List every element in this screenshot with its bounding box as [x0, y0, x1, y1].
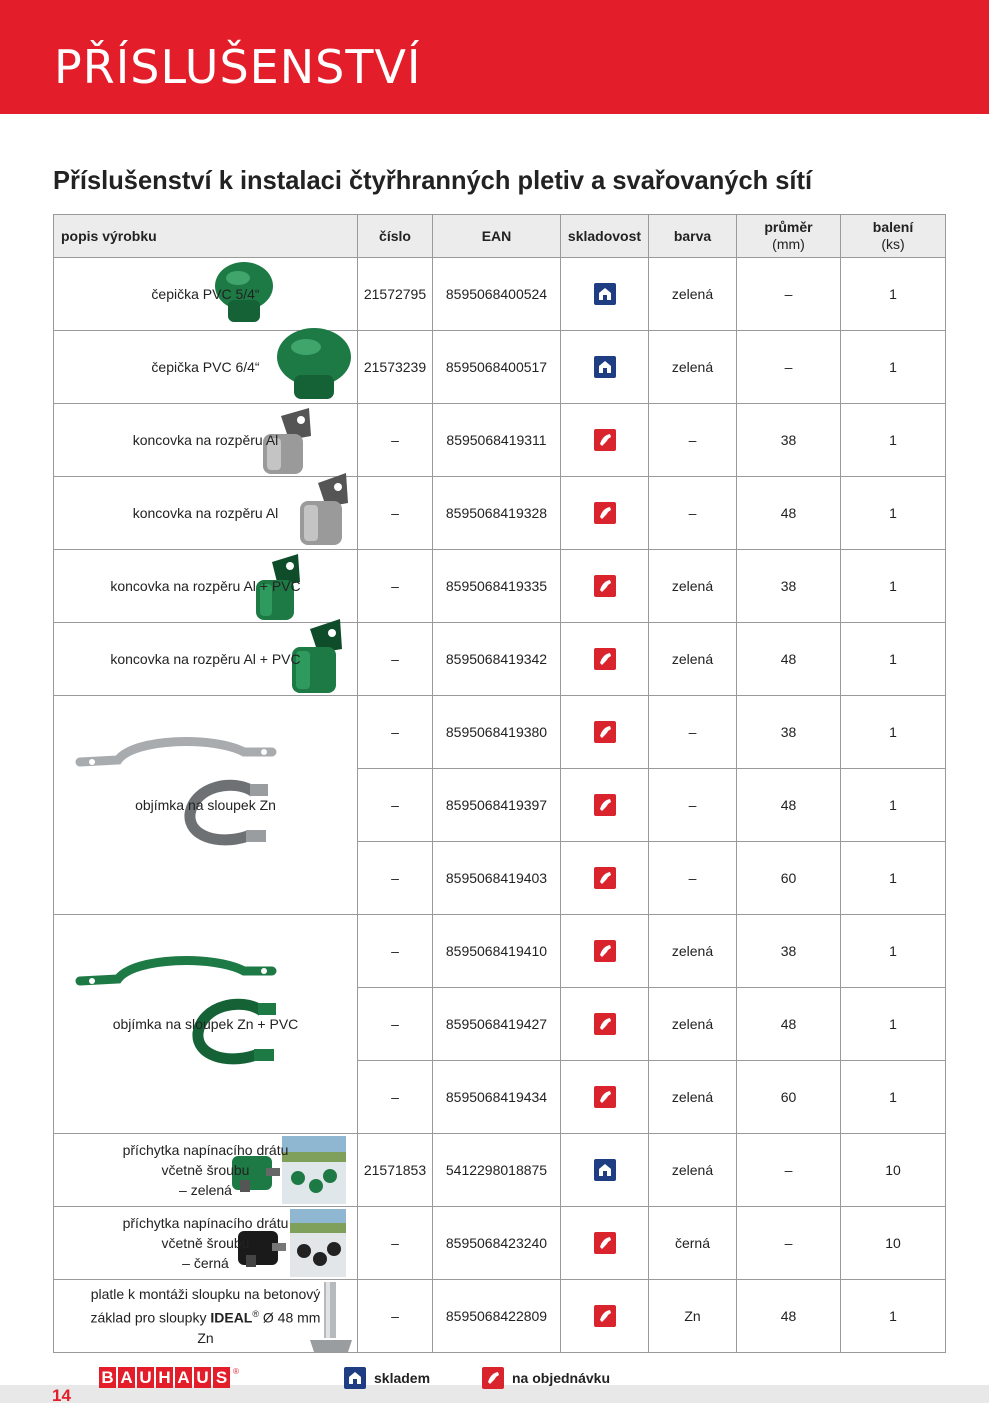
home-stock-icon [594, 356, 616, 378]
ean-code: 8595068400524 [433, 258, 561, 331]
color-value: zelená [649, 988, 737, 1061]
phone-order-icon [594, 940, 616, 962]
stock-cell [561, 1280, 649, 1353]
description-text: Ø 48 mm [259, 1309, 321, 1326]
package-value: 1 [841, 1280, 946, 1353]
diameter-value: 48 [737, 769, 841, 842]
package-value: 1 [841, 404, 946, 477]
diameter-value: – [737, 1134, 841, 1207]
table-row [54, 258, 946, 331]
product-description-line: platle k montáži sloupku na betonový [90, 1286, 321, 1303]
product-number: – [358, 1280, 433, 1353]
header-prumer-unit: (mm) [772, 236, 805, 252]
ean-code: 8595068419410 [433, 915, 561, 988]
header-popis: popis výrobku [54, 215, 358, 258]
product-cell [54, 477, 358, 550]
product-cell [54, 1134, 358, 1207]
green-clamp-strap-image [74, 951, 278, 991]
stock-cell [561, 331, 649, 404]
ean-code: 8595068422809 [433, 1280, 561, 1353]
product-number: 21571853 [358, 1134, 433, 1207]
phone-order-icon [594, 867, 616, 889]
product-number: – [358, 1207, 433, 1280]
header-baleni-label: balení [872, 219, 914, 236]
logo-letter: U [194, 1367, 211, 1388]
table-row [54, 477, 946, 550]
product-description-line: příchytka napínacího drátu [122, 1142, 289, 1158]
phone-order-icon [594, 429, 616, 451]
product-cell [54, 915, 358, 1134]
package-value: 1 [841, 915, 946, 988]
product-cell [54, 550, 358, 623]
product-description: koncovka na rozpěru Al + PVC [110, 651, 301, 667]
stock-cell [561, 769, 649, 842]
color-value: zelená [649, 550, 737, 623]
product-number: – [358, 769, 433, 842]
banner-title: PŘÍSLUŠENSTVÍ [54, 40, 422, 94]
package-value: 1 [841, 550, 946, 623]
header-prumer-label: průměr [764, 219, 813, 236]
legend-stock-label: skladem [374, 1370, 431, 1386]
package-value: 1 [841, 988, 946, 1061]
phone-order-icon [482, 1367, 504, 1389]
ean-code: 8595068400517 [433, 331, 561, 404]
logo-letter: H [156, 1367, 173, 1388]
phone-order-icon [594, 1086, 616, 1108]
diameter-value: 38 [737, 550, 841, 623]
table-row [54, 1207, 946, 1280]
table-row [54, 623, 946, 696]
color-value: – [649, 696, 737, 769]
description-text: základ pro sloupky [90, 1309, 211, 1326]
product-cell [54, 1207, 358, 1280]
product-description-line: příchytka napínacího drátu [122, 1215, 289, 1231]
stock-cell [561, 842, 649, 915]
logo-letter: A [175, 1367, 192, 1388]
phone-order-icon [594, 575, 616, 597]
product-description: koncovka na rozpěru Al [132, 432, 279, 448]
ean-code: 8595068423240 [433, 1207, 561, 1280]
legend-order [482, 1367, 610, 1389]
product-number: – [358, 1061, 433, 1134]
package-value: 10 [841, 1207, 946, 1280]
section-title: Příslušenství k instalaci čtyřhranných pletiv a svařovaných sítí [53, 165, 813, 195]
color-value: zelená [649, 623, 737, 696]
product-number: – [358, 404, 433, 477]
product-cell [54, 404, 358, 477]
product-number: – [358, 842, 433, 915]
bauhaus-logo [99, 1367, 239, 1388]
stock-cell [561, 1061, 649, 1134]
header-prumer [737, 215, 841, 258]
brand-name: IDEAL [210, 1309, 253, 1326]
stock-cell [561, 696, 649, 769]
ean-code: 5412298018875 [433, 1134, 561, 1207]
registered-mark: ® [252, 1309, 259, 1320]
phone-order-icon [594, 502, 616, 524]
home-stock-icon [344, 1367, 366, 1389]
color-value: zelená [649, 1061, 737, 1134]
header-skladovost: skladovost [561, 215, 649, 258]
color-value: – [649, 404, 737, 477]
ean-code: 8595068419427 [433, 988, 561, 1061]
home-stock-icon [594, 1159, 616, 1181]
product-number: 21573239 [358, 331, 433, 404]
product-number: 21572795 [358, 258, 433, 331]
package-value: 1 [841, 696, 946, 769]
product-description-line: – černá [182, 1255, 229, 1271]
ean-code: 8595068419342 [433, 623, 561, 696]
stock-cell [561, 1207, 649, 1280]
header-baleni-unit: (ks) [881, 236, 905, 252]
ean-code: 8595068419311 [433, 404, 561, 477]
product-table [53, 214, 946, 1353]
product-number: – [358, 988, 433, 1061]
logo-letter: U [137, 1367, 154, 1388]
product-description: objímka na sloupek Zn + PVC [112, 1016, 299, 1032]
diameter-value: – [737, 331, 841, 404]
diameter-value: 48 [737, 477, 841, 550]
color-value: zelená [649, 1134, 737, 1207]
product-description-line: – zelená [179, 1182, 232, 1198]
color-value: Zn [649, 1280, 737, 1353]
product-number: – [358, 550, 433, 623]
product-description: čepička PVC 5/4“ [151, 286, 260, 302]
stock-cell [561, 550, 649, 623]
table-row [54, 404, 946, 477]
product-cell [54, 258, 358, 331]
diameter-value: 60 [737, 842, 841, 915]
page-number: 14 [52, 1386, 71, 1405]
product-number: – [358, 623, 433, 696]
color-value: zelená [649, 258, 737, 331]
logo-letter: B [99, 1367, 116, 1388]
diameter-value: 38 [737, 696, 841, 769]
color-value: zelená [649, 331, 737, 404]
stock-cell [561, 477, 649, 550]
product-cell [54, 331, 358, 404]
header-barva: barva [649, 215, 737, 258]
product-description: koncovka na rozpěru Al [132, 505, 279, 521]
package-value: 1 [841, 623, 946, 696]
product-cell [54, 623, 358, 696]
header-ean: EAN [433, 215, 561, 258]
logo-registered-mark: ® [233, 1367, 239, 1376]
stock-cell [561, 1134, 649, 1207]
product-number: – [358, 696, 433, 769]
product-description-line: včetně šroubu [161, 1235, 250, 1251]
package-value: 10 [841, 1134, 946, 1207]
package-value: 1 [841, 258, 946, 331]
home-stock-icon [594, 283, 616, 305]
diameter-value: 48 [737, 988, 841, 1061]
table-row [54, 331, 946, 404]
table-row [54, 915, 946, 988]
stock-cell [561, 988, 649, 1061]
diameter-value: 48 [737, 623, 841, 696]
phone-order-icon [594, 721, 616, 743]
header-banner [0, 0, 989, 114]
phone-order-icon [594, 648, 616, 670]
package-value: 1 [841, 477, 946, 550]
color-value: – [649, 769, 737, 842]
diameter-value: – [737, 258, 841, 331]
phone-order-icon [594, 1305, 616, 1327]
package-value: 1 [841, 769, 946, 842]
product-cell [54, 1280, 358, 1353]
table-header-row [54, 215, 946, 258]
ean-code: 8595068419397 [433, 769, 561, 842]
stock-cell [561, 404, 649, 477]
stock-cell [561, 623, 649, 696]
table-row [54, 550, 946, 623]
header-cislo: číslo [358, 215, 433, 258]
product-description: čepička PVC 6/4“ [151, 359, 260, 375]
logo-letter: A [118, 1367, 135, 1388]
legend-stock [344, 1367, 430, 1389]
diameter-value: 38 [737, 915, 841, 988]
color-value: – [649, 477, 737, 550]
ean-code: 8595068419403 [433, 842, 561, 915]
color-value: černá [649, 1207, 737, 1280]
product-description-line [54, 1304, 357, 1328]
stock-cell [561, 258, 649, 331]
phone-order-icon [594, 1013, 616, 1035]
product-description-line: Zn [197, 1329, 214, 1346]
ean-code: 8595068419380 [433, 696, 561, 769]
product-description-line: včetně šroubu [161, 1162, 250, 1178]
legend-order-label: na objednávku [512, 1370, 611, 1386]
table-row [54, 1134, 946, 1207]
diameter-value: 60 [737, 1061, 841, 1134]
phone-order-icon [594, 794, 616, 816]
diameter-value: 38 [737, 404, 841, 477]
phone-order-icon [594, 1232, 616, 1254]
product-number: – [358, 477, 433, 550]
stock-cell [561, 915, 649, 988]
ean-code: 8595068419434 [433, 1061, 561, 1134]
ean-code: 8595068419328 [433, 477, 561, 550]
ean-code: 8595068419335 [433, 550, 561, 623]
product-cell [54, 696, 358, 915]
package-value: 1 [841, 331, 946, 404]
product-description: koncovka na rozpěru Al + PVC [110, 578, 301, 594]
zinc-clamp-strap-image [74, 732, 278, 772]
table-row [54, 696, 946, 769]
product-description: objímka na sloupek Zn [135, 797, 276, 813]
product-number: – [358, 915, 433, 988]
color-value: – [649, 842, 737, 915]
package-value: 1 [841, 842, 946, 915]
logo-letter: S [213, 1367, 230, 1388]
diameter-value: 48 [737, 1280, 841, 1353]
header-baleni [841, 215, 946, 258]
table-row [54, 1280, 946, 1353]
color-value: zelená [649, 915, 737, 988]
package-value: 1 [841, 1061, 946, 1134]
diameter-value: – [737, 1207, 841, 1280]
